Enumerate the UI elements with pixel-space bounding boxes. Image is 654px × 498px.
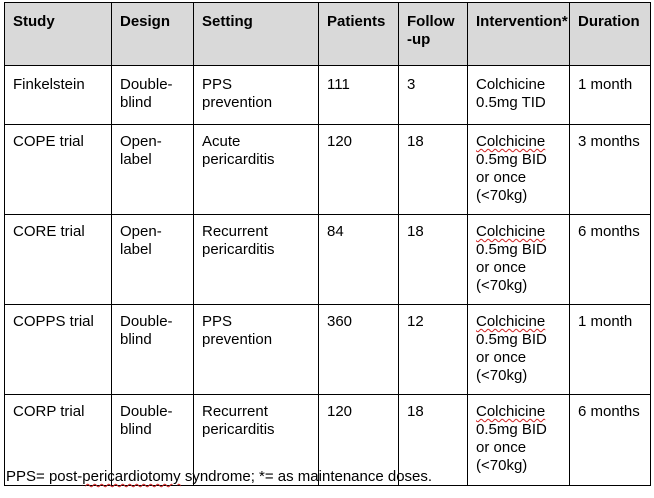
cell-setting-line: PPS — [202, 313, 233, 330]
table-row — [5, 125, 651, 215]
cell-followup: 18 — [399, 395, 468, 486]
cell-design-line: label — [120, 241, 152, 258]
cell-setting-line: PPS — [202, 76, 233, 93]
cell-setting — [194, 305, 319, 395]
cell-setting-line: Recurrent — [202, 223, 268, 240]
cell-design-line: Double- — [120, 76, 173, 93]
cell-duration: 6 months — [570, 215, 651, 305]
cell-design — [112, 125, 194, 215]
cell-study: COPE trial — [5, 125, 112, 215]
header-duration: Duration — [570, 3, 651, 66]
header-patients: Patients — [319, 3, 399, 66]
cell-study: CORP trial — [5, 395, 112, 486]
cell-setting-line: pericarditis — [202, 151, 275, 168]
cell-setting-line: Acute — [202, 133, 241, 150]
cell-intervention — [468, 395, 570, 486]
cell-design-line: Open- — [120, 223, 162, 240]
cell-design-line: blind — [120, 331, 152, 348]
cell-intervention-line: or once — [476, 349, 527, 366]
cell-intervention — [468, 305, 570, 395]
cell-intervention-line: or once — [476, 259, 527, 276]
cell-design-line: Double- — [120, 313, 173, 330]
header-followup-line-1: Follow — [407, 13, 455, 30]
cell-setting-line: pericarditis — [202, 241, 275, 258]
cell-intervention-line: or once — [476, 169, 527, 186]
header-study: Study — [5, 3, 112, 66]
footnote-prefix: PPS= post- — [6, 468, 83, 485]
cell-intervention-line: 0.5mg BID — [476, 151, 547, 168]
cell-design — [112, 215, 194, 305]
cell-design-line: Open- — [120, 133, 162, 150]
header-design: Design — [112, 3, 194, 66]
cell-intervention-line: Colchicine — [476, 313, 546, 330]
cell-study: CORE trial — [5, 215, 112, 305]
cell-intervention — [468, 125, 570, 215]
cell-intervention-line: Colchicine — [476, 403, 546, 420]
cell-intervention-line: Colchicine — [476, 223, 546, 240]
header-row — [5, 3, 651, 66]
cell-duration: 1 month — [570, 66, 651, 125]
cell-setting — [194, 215, 319, 305]
cell-followup: 18 — [399, 215, 468, 305]
cell-duration: 6 months — [570, 395, 651, 486]
cell-intervention-line: (<70kg) — [476, 277, 528, 294]
cell-design — [112, 305, 194, 395]
cell-design-line: blind — [120, 421, 152, 438]
cell-study: Finkelstein — [5, 66, 112, 125]
cell-intervention-line: Colchicine — [476, 133, 546, 150]
cell-intervention — [468, 66, 570, 125]
table-row — [5, 66, 651, 125]
cell-patients: 120 — [319, 125, 399, 215]
header-setting: Setting — [194, 3, 319, 66]
cell-patients: 84 — [319, 215, 399, 305]
cell-setting-line: prevention — [202, 331, 273, 348]
footnote-suffix: syndrome; *= as maintenance doses. — [180, 468, 433, 485]
cell-patients: 120 — [319, 395, 399, 486]
footnote-spelled-term: pericardiotomy — [82, 468, 181, 485]
trials-table — [4, 2, 651, 486]
cell-design-line: Double- — [120, 403, 173, 420]
cell-setting — [194, 125, 319, 215]
cell-intervention-line: (<70kg) — [476, 367, 528, 384]
table-footnote — [6, 468, 432, 486]
cell-design-line: label — [120, 151, 152, 168]
cell-intervention-line: or once — [476, 439, 527, 456]
cell-followup: 3 — [399, 66, 468, 125]
cell-setting-line: prevention — [202, 94, 273, 111]
cell-intervention-line: (<70kg) — [476, 457, 528, 474]
header-followup-line-2: -up — [407, 31, 431, 48]
table-row — [5, 305, 651, 395]
cell-intervention-line: 0.5mg TID — [476, 94, 546, 111]
cell-followup: 18 — [399, 125, 468, 215]
cell-setting — [194, 66, 319, 125]
cell-intervention-line: 0.5mg BID — [476, 241, 547, 258]
cell-duration: 1 month — [570, 305, 651, 395]
header-intervention: Intervention* — [468, 3, 570, 66]
cell-design — [112, 66, 194, 125]
cell-setting-line: pericarditis — [202, 421, 275, 438]
cell-design-line: blind — [120, 94, 152, 111]
table-row — [5, 215, 651, 305]
cell-intervention-line: 0.5mg BID — [476, 331, 547, 348]
cell-duration: 3 months — [570, 125, 651, 215]
cell-intervention-line: 0.5mg BID — [476, 421, 547, 438]
cell-patients: 360 — [319, 305, 399, 395]
header-followup — [399, 3, 468, 66]
cell-intervention-line: (<70kg) — [476, 187, 528, 204]
cell-intervention-line: Colchicine — [476, 76, 546, 93]
cell-patients: 111 — [319, 66, 399, 125]
cell-followup: 12 — [399, 305, 468, 395]
cell-intervention — [468, 215, 570, 305]
cell-study: COPPS trial — [5, 305, 112, 395]
cell-setting-line: Recurrent — [202, 403, 268, 420]
